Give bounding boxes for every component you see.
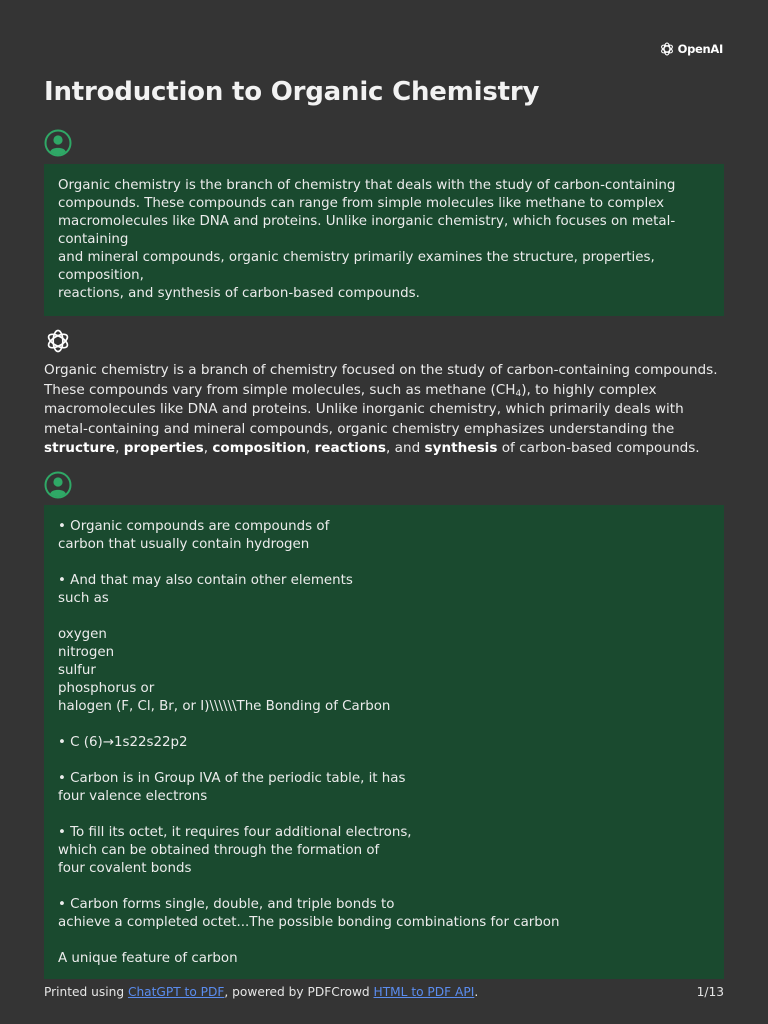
message-line: four valence electrons: [58, 789, 208, 804]
blank-line: [58, 752, 710, 770]
assistant-text-segment: Organic chemistry is a branch of chemistry focused on the study of carbon-containing compounds. These compounds vary from simple molecules, such as methane (CH: [44, 362, 718, 398]
message-line: macromolecules like DNA and proteins. Unlike inorganic chemistry, which focuses on metal-: [58, 214, 676, 229]
subscript-4: 4: [515, 388, 522, 399]
user-avatar: [44, 471, 72, 499]
assistant-message: [44, 361, 724, 459]
chatgpt-to-pdf-link[interactable]: ChatGPT to PDF: [127, 985, 225, 999]
openai-logo-icon: [659, 41, 675, 57]
openai-logo-icon: [44, 327, 72, 355]
separator: ,: [115, 440, 124, 457]
message-line: • To fill its octet, it requires four additional electrons,: [58, 825, 412, 840]
message-line: sulfur: [58, 663, 96, 678]
assistant-text-segment: of carbon-based compounds.: [497, 440, 700, 457]
footer-text: , powered by PDFCrowd: [224, 985, 374, 999]
print-footer: [44, 985, 724, 999]
blank-line: [58, 932, 710, 950]
message-line: nitrogen: [58, 645, 115, 660]
separator: ,: [203, 440, 213, 457]
message-line: A unique feature of carbon: [58, 951, 238, 966]
message-line: achieve a completed octet...The possible bonding combinations for carbon: [58, 915, 560, 930]
message-line: • Carbon is in Group IVA of the periodic table, it has: [58, 771, 406, 786]
brand-name: OpenAI: [677, 42, 723, 56]
assistant-text-segment: ), to highly complex macromolecules like DNA and proteins. Unlike inorganic chemistry, which primarily deals with metal-containing and mineral compounds, organic chemistry emphasizes understanding the: [44, 381, 684, 437]
bold-term-composition: composition: [212, 440, 306, 457]
brand-logo: [659, 41, 723, 57]
blank-line: [58, 878, 710, 896]
message-line: • Organic compounds are compounds of: [58, 519, 330, 534]
message-line: carbon that usually contain hydrogen: [58, 537, 310, 552]
message-line: four covalent bonds: [58, 861, 192, 876]
user-avatar-icon: [44, 129, 72, 157]
bold-term-properties: properties: [123, 440, 204, 457]
message-line: which can be obtained through the formation of: [58, 843, 380, 858]
message-line: • And that may also contain other elements: [58, 573, 353, 588]
footer-text: .: [474, 985, 479, 999]
footer-text: Printed using: [44, 985, 128, 999]
html-to-pdf-api-link[interactable]: HTML to PDF API: [373, 985, 475, 999]
message-line: Organic chemistry is the branch of chemistry that deals with the study of carbon-containing: [58, 178, 676, 193]
message-line: reactions, and synthesis of carbon-based compounds.: [58, 286, 420, 301]
separator: ,: [305, 440, 315, 457]
page-number: 1/13: [696, 985, 724, 999]
message-line: such as: [58, 591, 109, 606]
blank-line: [58, 554, 710, 572]
page-title: Introduction to Organic Chemistry: [44, 77, 540, 107]
user-avatar-icon: [44, 471, 72, 499]
message-line: oxygen: [58, 627, 107, 642]
message-line: compounds. These compounds can range from simple molecules like methane to complex: [58, 196, 665, 211]
user-message-box: [44, 164, 724, 316]
message-line: composition,: [58, 268, 144, 283]
bold-term-structure: structure: [44, 440, 116, 457]
assistant-avatar: [44, 327, 72, 355]
message-line: • Carbon forms single, double, and triple bonds to: [58, 897, 395, 912]
user-message-box: [44, 505, 724, 979]
message-line: containing: [58, 232, 129, 247]
message-line: halogen (F, Cl, Br, or I)\\\\\\The Bonding of Carbon: [58, 699, 391, 714]
user-avatar: [44, 129, 72, 157]
blank-line: [58, 806, 710, 824]
blank-line: [58, 716, 710, 734]
message-line: • C (6)→1s22s22p2: [58, 735, 188, 750]
message-line: phosphorus or: [58, 681, 155, 696]
separator: , and: [386, 440, 425, 457]
bold-term-reactions: reactions: [314, 440, 386, 457]
footer-credit: [44, 985, 478, 999]
blank-line: [58, 608, 710, 626]
message-line: and mineral compounds, organic chemistry primarily examines the structure, properties,: [58, 250, 655, 265]
bold-term-synthesis: synthesis: [424, 440, 498, 457]
